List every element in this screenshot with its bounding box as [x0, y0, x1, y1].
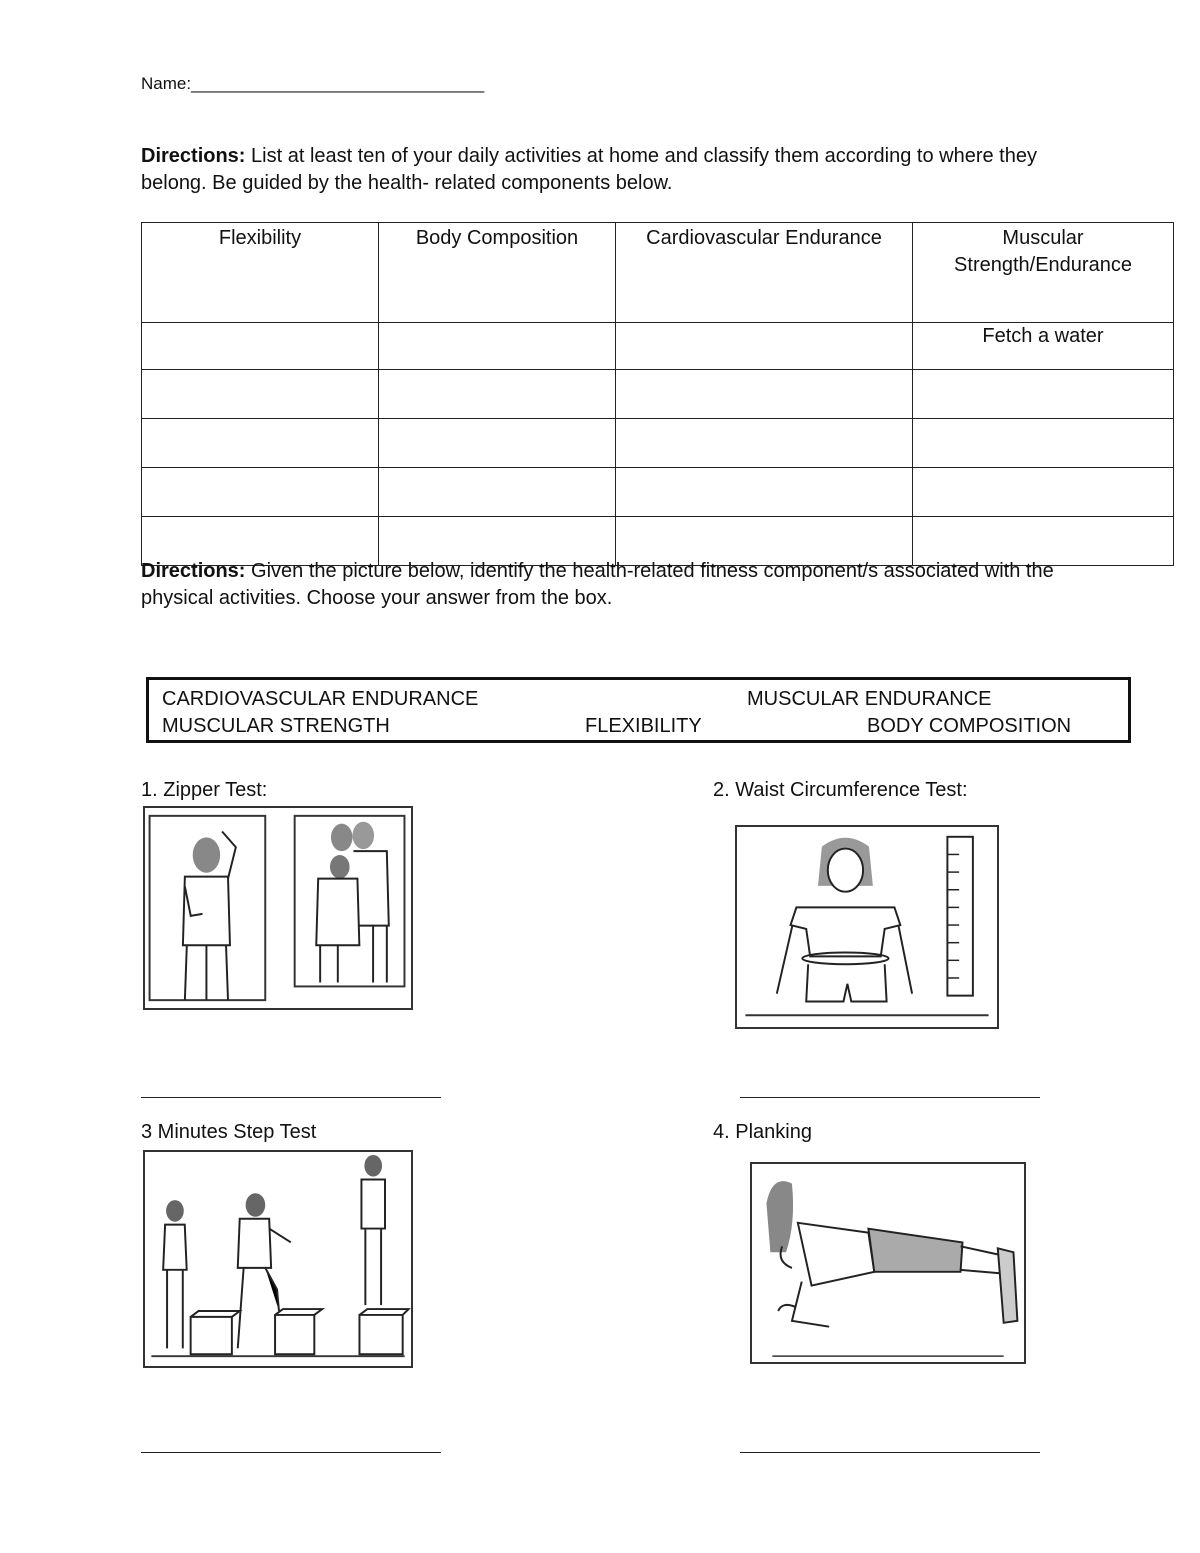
table-cell[interactable] [142, 323, 379, 370]
table-cell[interactable] [379, 370, 616, 419]
item-4-answer-line[interactable] [740, 1452, 1040, 1453]
table-row [142, 370, 1174, 419]
activity-table [141, 222, 1174, 566]
table-cell[interactable] [913, 370, 1174, 419]
zipper-test-image [143, 806, 413, 1010]
item-3-label: 3 Minutes Step Test [141, 1121, 317, 1143]
table-cell[interactable]: Fetch a water [913, 323, 1174, 370]
zipper-test-illustration [145, 808, 411, 1008]
name-field[interactable]: Name:_______________________________ [141, 74, 485, 93]
header-cardiovascular: Cardiovascular Endurance [616, 223, 913, 323]
choice-muscular-endurance: MUSCULAR ENDURANCE [747, 688, 992, 710]
table-cell[interactable] [379, 323, 616, 370]
choice-body-composition: BODY COMPOSITION [867, 715, 1072, 737]
directions-2-text: Given the picture below, identify the health-related fitness component/s associated with the physical activities. Choose your answer from the box. [141, 560, 1054, 609]
table-cell[interactable] [913, 468, 1174, 517]
item-2-answer-line[interactable] [740, 1097, 1040, 1098]
directions-1 [141, 143, 1081, 197]
step-test-illustration [145, 1152, 411, 1366]
table-row [142, 468, 1174, 517]
table-cell[interactable] [379, 468, 616, 517]
choice-flexibility: FLEXIBILITY [585, 715, 702, 737]
planking-illustration [752, 1164, 1024, 1362]
directions-1-label: Directions: [141, 145, 246, 167]
item-1-label: 1. Zipper Test: [141, 779, 268, 801]
item-3-answer-line[interactable] [141, 1452, 441, 1453]
table-cell[interactable] [616, 419, 913, 468]
choice-cardiovascular-endurance: CARDIOVASCULAR ENDURANCE [162, 688, 479, 710]
directions-2 [141, 558, 1081, 612]
item-2-label: 2. Waist Circumference Test: [713, 779, 968, 801]
item-1-answer-line[interactable] [141, 1097, 441, 1098]
table-cell[interactable] [142, 419, 379, 468]
table-row [142, 323, 1174, 370]
table-cell[interactable] [616, 468, 913, 517]
table-header-row [142, 223, 1174, 323]
table-row [142, 419, 1174, 468]
step-test-image [143, 1150, 413, 1368]
table-cell[interactable] [616, 370, 913, 419]
header-flexibility: Flexibility [142, 223, 379, 323]
directions-2-label: Directions: [141, 560, 246, 582]
table-cell[interactable] [379, 419, 616, 468]
answer-choice-box [146, 677, 1131, 743]
directions-1-text: List at least ten of your daily activities at home and classify them according to where they belong. Be guided by the health- related components below. [141, 145, 1037, 194]
header-muscular: Muscular Strength/Endurance [913, 223, 1174, 323]
choice-muscular-strength: MUSCULAR STRENGTH [162, 715, 390, 737]
header-body-composition: Body Composition [379, 223, 616, 323]
table-cell[interactable] [913, 419, 1174, 468]
item-4-label: 4. Planking [713, 1121, 812, 1143]
table-cell[interactable] [616, 323, 913, 370]
planking-image [750, 1162, 1026, 1364]
table-cell[interactable] [142, 468, 379, 517]
table-cell[interactable] [142, 370, 379, 419]
waist-circumference-illustration [737, 827, 997, 1027]
waist-circumference-image [735, 825, 999, 1029]
